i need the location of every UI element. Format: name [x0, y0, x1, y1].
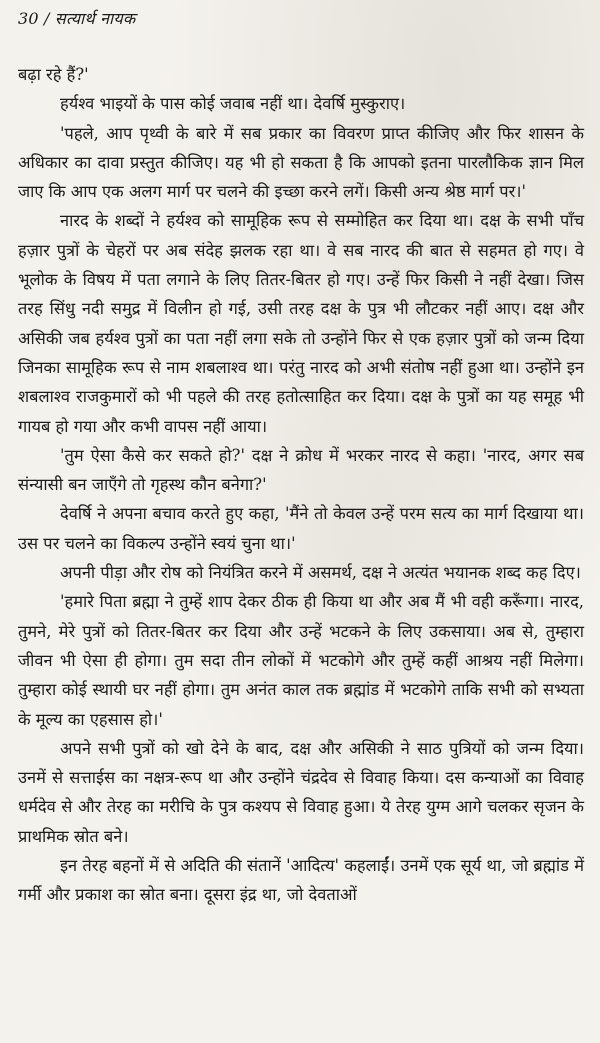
paragraph: अपनी पीड़ा और रोष को नियंत्रित करने में असमर्थ, दक्ष ने अत्यंत भयानक शब्द कह दिए।: [60, 563, 581, 583]
paragraph: नारद के शब्दों ने हर्यश्व को सामूहिक रूप से सम्मोहित कर दिया था। दक्ष के सभी पाँच हज़ार पुत्रों के चेहरों पर अब संदेह झलक रहा था। वे सब नारद की बात से सहमत हो गए। वे भूलोक के विषय में पता लगाने के लिए तितर-बितर हो गए। उन्हें फिर किसी ने नहीं देखा। जिस तरह सिंधु नदी समुद्र में विलीन हो गई, उसी तरह दक्ष के पुत्र भी लौटकर नहीं आए। दक्ष और असिकी जब हर्यश्व पुत्रों का पता नहीं लगा सके तो उन्होंने फिर से एक हज़ार पुत्रों को जन्म दिया जिनका सामूहिक रूप से नाम शबलाश्व था। परंतु नारद को अभी संतोष नहीं हुआ था। उन्होंने इन शबलाश्व राजकुमारों को भी पहले की तरह हतोत्साहित कर दिया। दक्ष के पुत्रों का यह समूह भी गायब हो गया और कभी वापस नहीं आया।: [18, 211, 584, 436]
paragraph: अपने सभी पुत्रों को खो देने के बाद, दक्ष और असिकी ने साठ पुत्रियों को जन्म दिया। उनमें से सत्ताईस का नक्षत्र-रूप था और उन्होंने चंद्रदेव से विवाह किया। दस कन्याओं का विवाह धर्मदेव से और तेरह का मरीचि के पुत्र कश्यप से विवाह हुआ। ये तेरह युग्म आगे चलकर सृजन के प्राथमिक स्रोत बने।: [18, 738, 584, 846]
paragraph: 'तुम ऐसा कैसे कर सकते हो?' दक्ष ने क्रोध में भरकर नारद से कहा। 'नारद, अगर सब संन्यासी बन जाएँगे तो गृहस्थ कौन बनेगा?': [18, 445, 584, 495]
paragraph: देवर्षि ने अपना बचाव करते हुए कहा, 'मैंने तो केवल उन्हें परम सत्य का मार्ग दिखाया था। उस पर चलने का विकल्प उन्होंने स्वयं चुना था।': [18, 504, 584, 553]
body-text: [18, 60, 584, 910]
paragraph: हर्यश्व भाइयों के पास कोई जवाब नहीं था। देवर्षि मुस्कुराए।: [60, 94, 406, 114]
paragraph: इन तेरह बहनों में से अदिति की संतानें 'आदित्य' कहलाईं। उनमें एक सूर्य था, जो ब्रह्मांड में गर्मी और प्रकाश का स्रोत बना। दूसरा इंद्र था, जो देवताओं: [18, 856, 584, 905]
paragraph-continuation: बढ़ा रहे हैं?': [18, 65, 89, 84]
paragraph: 'पहले, आप पृथ्वी के बारे में सब प्रकार का विवरण प्राप्त कीजिए और फिर शासन के अधिकार का दावा प्रस्तुत कीजिए। यह भी हो सकता है कि आपको इतना पारलौकिक ज्ञान मिल जाए कि आप एक अलग मार्ग पर चलने की इच्छा करने लगें। किसी अन्य श्रेष्ठ मार्ग पर।': [18, 123, 584, 202]
running-head: 30 / सत्यार्थ नायक: [18, 9, 136, 28]
paragraph: 'हमारे पिता ब्रह्मा ने तुम्हें शाप देकर ठीक ही किया था और अब मैं भी वही करूँगा। नारद, तुमने, मेरे पुत्रों को तितर-बितर कर दिया और उन्हें भटकने के लिए उकसाया। अब से, तुम्हारा जीवन भी ऐसा ही होगा। तुम सदा तीन लोकों में भटकोगे और तुम्हें कहीं आश्रय नहीं मिलेगा। तुम्हारा कोई स्थायी घर नहीं होगा। तुम अनंत काल तक ब्रह्मांड में भटकोगे ताकि सभी को सभ्यता के मूल्य का एहसास हो।': [18, 592, 584, 729]
